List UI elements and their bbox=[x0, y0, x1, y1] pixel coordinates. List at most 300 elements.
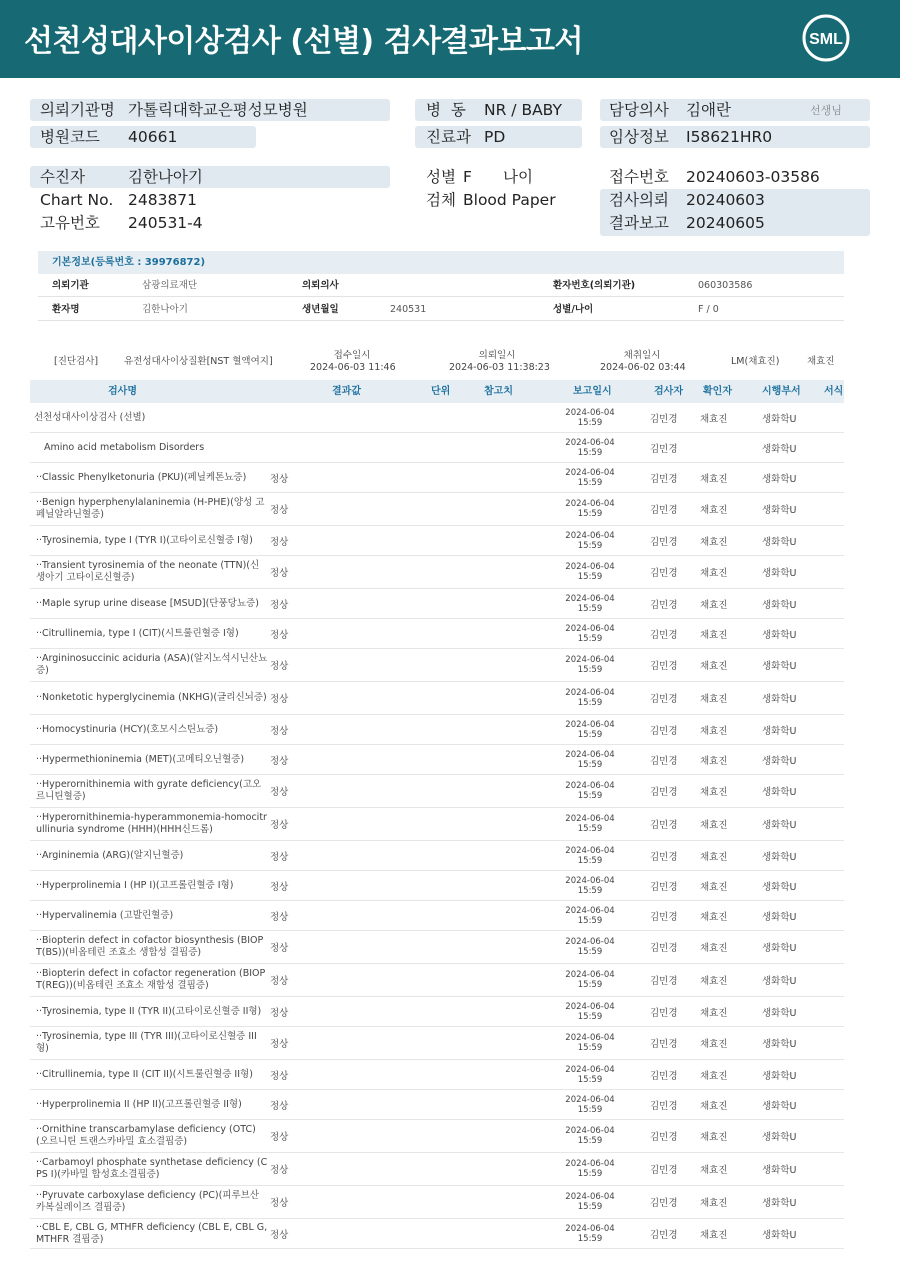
report-date: 2024-06-04 bbox=[565, 1192, 615, 1202]
tester: 김민경 bbox=[650, 1165, 678, 1176]
basic-value: F / 0 bbox=[698, 304, 719, 315]
report-datetime bbox=[563, 531, 617, 551]
checker: 채효진 bbox=[700, 943, 728, 954]
department: 생화학U bbox=[762, 1070, 797, 1082]
report-time: 15:59 bbox=[577, 1136, 603, 1146]
test-result: 정상 bbox=[270, 881, 289, 893]
test-name: 선천성대사이상검사 (선별) bbox=[34, 411, 146, 423]
table-row bbox=[30, 745, 844, 775]
checker: 채효진 bbox=[700, 1229, 728, 1241]
department: 생화학U bbox=[762, 976, 797, 987]
col-header: 보고일시 bbox=[573, 386, 612, 397]
tester: 김민경 bbox=[650, 1100, 678, 1112]
report-time: 15:59 bbox=[577, 477, 603, 488]
col-header: 결과값 bbox=[332, 386, 361, 397]
checker: 채효진 bbox=[700, 536, 728, 548]
test-name: ··Classic Phenylketonuria (PKU)(페닐케톤뇨증) bbox=[36, 471, 247, 483]
table-row bbox=[30, 808, 844, 841]
report-datetime bbox=[563, 624, 617, 644]
test-result: 정상 bbox=[270, 911, 289, 923]
test-name: Amino acid metabolism Disorders bbox=[44, 441, 205, 453]
col-header: 참고치 bbox=[484, 386, 513, 397]
tester: 김민경 bbox=[650, 629, 678, 641]
department: 생화학U bbox=[762, 443, 797, 455]
table-row bbox=[30, 1153, 844, 1186]
checker: 채효진 bbox=[700, 629, 728, 641]
checker: 채효진 bbox=[700, 413, 728, 425]
report-time: 15:59 bbox=[577, 729, 603, 740]
requested-block bbox=[449, 350, 550, 374]
checker: 채효진 bbox=[700, 1007, 728, 1019]
department: 생화학U bbox=[762, 1229, 797, 1241]
report-time: 15:59 bbox=[577, 915, 603, 926]
report-date: 2024-06-04 bbox=[565, 1223, 615, 1234]
tester: 김민경 bbox=[650, 413, 678, 425]
test-name: ··Hyperprolinemia II (HP II)(고프롤린혈증 II형) bbox=[36, 1098, 242, 1110]
tester: 김민경 bbox=[650, 1007, 678, 1019]
test-name: ··Tyrosinemia, type I (TYR I)(고타이로신혈증 I형) bbox=[36, 534, 253, 546]
report-time: 15:59 bbox=[577, 633, 603, 644]
dept-value: PD bbox=[484, 128, 506, 146]
tester: 김민경 bbox=[650, 820, 678, 831]
department: 생화학U bbox=[762, 1198, 797, 1209]
table-row bbox=[30, 964, 844, 997]
department: 생화학U bbox=[762, 1132, 797, 1143]
table-row bbox=[30, 1060, 844, 1090]
received-value: 2024-06-03 11:46 bbox=[310, 362, 396, 373]
test-result: 정상 bbox=[270, 1007, 289, 1019]
test-result: 정상 bbox=[270, 1100, 289, 1112]
unique-value: 240531-4 bbox=[128, 214, 203, 232]
basic-key: 의뢰기관 bbox=[52, 280, 89, 291]
test-name: ··Tyrosinemia, type II (TYR II)(고타이로신혈증 II형) bbox=[36, 1005, 262, 1017]
institution-value: 가톨릭대학교은평성모병원 bbox=[128, 101, 308, 119]
collected-value: 2024-06-02 03:44 bbox=[600, 362, 686, 373]
lm-value: LM(채효진) bbox=[731, 356, 780, 367]
test-name: ··Hyperornithinemia with gyrate deficiency(고오르니틴혈증) bbox=[36, 779, 262, 802]
test-name: ··Benign hyperphenylalaninemia (H-PHE)(양성 고페닐알라닌혈증) bbox=[36, 497, 265, 520]
test-result: 정상 bbox=[270, 536, 289, 548]
tester: 김민경 bbox=[650, 536, 678, 548]
received-label: 접수일시 bbox=[333, 350, 371, 361]
subject-value: 김한나아기 bbox=[128, 168, 203, 186]
tester: 김민경 bbox=[650, 851, 678, 863]
tester: 김민경 bbox=[650, 568, 678, 579]
specimen-value: Blood Paper bbox=[463, 191, 556, 209]
test-result: 정상 bbox=[270, 976, 289, 987]
test-result: 정상 bbox=[270, 1198, 289, 1209]
table-row bbox=[30, 649, 844, 682]
test-name: ··Carbamoyl phosphate synthetase deficiency (CPS I)(카바밀 합성효소결핍증) bbox=[36, 1157, 268, 1180]
report-date: 2024-06-04 bbox=[565, 1126, 615, 1136]
report-datetime bbox=[563, 970, 617, 990]
test-name: ··Hyperornithinemia-hyperammonemia-homocitrullinuria syndrome (HHH)(HHH신드롬) bbox=[36, 812, 267, 835]
department: 생화학U bbox=[762, 881, 797, 893]
col-header: 검사자 bbox=[654, 386, 683, 397]
department: 생화학U bbox=[762, 851, 797, 863]
report-title: 선천성대사이상검사 (선별) 검사결과보고서 bbox=[24, 24, 583, 59]
request-value: 20240603 bbox=[686, 191, 765, 209]
results-table-header bbox=[30, 380, 844, 403]
test-result: 정상 bbox=[270, 820, 289, 831]
report-time: 15:59 bbox=[577, 1233, 603, 1244]
department: 생화학U bbox=[762, 943, 797, 954]
report-time: 15:59 bbox=[577, 603, 603, 614]
checker: 채효진 bbox=[700, 755, 728, 767]
doctor-suffix: 선생님 bbox=[810, 104, 842, 117]
tester: 김민경 bbox=[650, 881, 678, 893]
checker: 채효진 bbox=[700, 473, 728, 485]
test-name: ··CBL E, CBL G, MTHFR deficiency (CBL E, CBL G, MTHFR 결핍증) bbox=[36, 1221, 268, 1245]
report-time: 15:59 bbox=[577, 447, 603, 458]
table-row bbox=[30, 1120, 844, 1153]
basic-key: 성별/나이 bbox=[553, 304, 594, 315]
basic-value: 삼광의료재단 bbox=[142, 280, 198, 291]
table-row bbox=[30, 997, 844, 1027]
report-date: 2024-06-04 bbox=[565, 845, 615, 856]
report-time: 15:59 bbox=[577, 1074, 603, 1085]
report-datetime bbox=[563, 1192, 617, 1212]
test-name: ··Biopterin defect in cofactor biosynthesis (BIOPT(BS))(비옵테린 조효소 생합성 결핍증) bbox=[36, 935, 264, 958]
report-datetime bbox=[563, 468, 617, 488]
test-result: 정상 bbox=[270, 1132, 289, 1143]
checker: 채효진 bbox=[700, 1039, 728, 1050]
basic-info-row bbox=[38, 274, 844, 297]
basic-info-title: 기본정보(등록번호 : 39976872) bbox=[38, 251, 844, 274]
report-date: 2024-06-04 bbox=[565, 437, 615, 448]
subject-label: 수진자 bbox=[40, 168, 85, 186]
report-date: 2024-06-04 bbox=[565, 562, 615, 572]
report-date: 2024-06-04 bbox=[565, 467, 615, 478]
test-result: 정상 bbox=[270, 1039, 289, 1050]
checker: 채효진 bbox=[700, 1100, 728, 1112]
report-datetime bbox=[563, 937, 617, 957]
table-row bbox=[30, 715, 844, 745]
report-datetime bbox=[563, 594, 617, 614]
checker: 채효진 bbox=[700, 976, 728, 987]
sex-label: 성별 bbox=[426, 168, 456, 186]
report-datetime bbox=[563, 562, 617, 582]
tester: 김민경 bbox=[650, 787, 678, 798]
tester: 김민경 bbox=[650, 1132, 678, 1143]
report-date: 2024-06-04 bbox=[565, 749, 615, 760]
test-result: 정상 bbox=[270, 473, 289, 485]
checker: 채효진 bbox=[700, 787, 728, 798]
checker: 채효진 bbox=[700, 1198, 728, 1209]
exam-name: 유전성대사이상질환[NST 혈액여지] bbox=[124, 356, 273, 367]
department: 생화학U bbox=[762, 694, 797, 705]
test-name: ··Hyperprolinemia I (HP I)(고프롤린혈증 I형) bbox=[36, 879, 234, 891]
department: 생화학U bbox=[762, 911, 797, 923]
basic-key: 의뢰의사 bbox=[302, 280, 339, 291]
table-row bbox=[30, 931, 844, 964]
department: 생화학U bbox=[762, 568, 797, 579]
report-date: 2024-06-04 bbox=[565, 655, 615, 665]
tester: 김민경 bbox=[650, 943, 678, 954]
unique-label: 고유번호 bbox=[40, 214, 100, 232]
checker: 채효진 bbox=[700, 568, 728, 579]
test-name: ··Citrullinemia, type I (CIT)(시트룰린혈증 I형) bbox=[36, 627, 239, 639]
receipt-label: 접수번호 bbox=[609, 168, 669, 186]
department: 생화학U bbox=[762, 599, 797, 611]
checker: 채효진 bbox=[700, 851, 728, 863]
checker: 채효진 bbox=[700, 661, 728, 672]
report-datetime bbox=[563, 408, 617, 428]
report-date: 2024-06-04 bbox=[565, 719, 615, 730]
specimen-label: 검체 bbox=[426, 191, 456, 209]
report-header bbox=[0, 0, 900, 78]
age-label: 나이 bbox=[503, 168, 533, 186]
department: 생화학U bbox=[762, 820, 797, 831]
request-label: 검사의뢰 bbox=[609, 191, 669, 209]
test-result: 정상 bbox=[270, 629, 289, 641]
report-date: 2024-06-04 bbox=[565, 970, 615, 980]
tester: 김민경 bbox=[650, 755, 678, 767]
table-row bbox=[30, 1219, 844, 1249]
report-datetime bbox=[563, 1224, 617, 1244]
checker: 채효진 bbox=[700, 505, 728, 516]
test-name: ··Nonketotic hyperglycinemia (NKHG)(글리신뇌증) bbox=[36, 692, 267, 703]
report-time: 15:59 bbox=[577, 1011, 603, 1022]
table-row bbox=[30, 871, 844, 901]
table-row bbox=[30, 841, 844, 871]
test-result: 정상 bbox=[270, 599, 289, 611]
department: 생화학U bbox=[762, 1007, 797, 1019]
person-value: 채효진 bbox=[807, 356, 835, 367]
basic-value: 240531 bbox=[390, 304, 427, 315]
report-date: 2024-06-04 bbox=[565, 530, 615, 541]
report-time: 15:59 bbox=[577, 1202, 603, 1212]
department: 생화학U bbox=[762, 505, 797, 516]
table-row bbox=[30, 589, 844, 619]
clinical-label: 임상정보 bbox=[609, 128, 669, 146]
report-date: 2024-06-04 bbox=[565, 407, 615, 418]
tester: 김민경 bbox=[650, 1039, 678, 1050]
requested-label: 의뢰일시 bbox=[478, 350, 516, 361]
code-label: 병원코드 bbox=[40, 128, 100, 146]
col-header: 확인자 bbox=[703, 386, 732, 397]
department: 생화학U bbox=[762, 629, 797, 641]
report-time: 15:59 bbox=[577, 540, 603, 551]
report-date: 2024-06-04 bbox=[565, 593, 615, 604]
report-datetime bbox=[563, 499, 617, 519]
report-datetime bbox=[563, 720, 617, 740]
receipt-value: 20240603-03586 bbox=[686, 168, 820, 186]
report-datetime bbox=[563, 1033, 617, 1053]
test-name: ··Tyrosinemia, type III (TYR III)(고타이로신혈증 III형) bbox=[36, 1031, 257, 1054]
checker: 채효진 bbox=[700, 911, 728, 923]
report-datetime bbox=[563, 1002, 617, 1022]
checker: 채효진 bbox=[700, 1132, 728, 1143]
table-row bbox=[30, 1090, 844, 1120]
checker: 채효진 bbox=[700, 694, 728, 705]
table-row bbox=[30, 1186, 844, 1219]
report-time: 15:59 bbox=[577, 417, 603, 428]
tester: 김민경 bbox=[650, 1229, 678, 1241]
table-row bbox=[30, 1027, 844, 1060]
test-name: ··Transient tyrosinemia of the neonate (TTN)(신생아기 고타이로신혈증) bbox=[36, 560, 260, 583]
test-result: 정상 bbox=[270, 725, 289, 737]
report-time: 15:59 bbox=[577, 509, 603, 519]
checker: 채효진 bbox=[700, 1070, 728, 1082]
test-result: 정상 bbox=[270, 505, 289, 516]
ward-label: 병 동 bbox=[426, 101, 466, 119]
test-result: 정상 bbox=[270, 851, 289, 863]
tester: 김민경 bbox=[650, 473, 678, 485]
report-datetime bbox=[563, 906, 617, 926]
test-name: ··Hypervalinemia (고발린혈증) bbox=[36, 909, 174, 921]
test-name: ··Hypermethioninemia (MET)(고메티오닌혈증) bbox=[36, 753, 245, 765]
report-time: 15:59 bbox=[577, 1104, 603, 1115]
report-date: 2024-06-04 bbox=[565, 1159, 615, 1169]
col-header: 서식 bbox=[824, 386, 844, 397]
table-row bbox=[30, 682, 844, 715]
report-datetime bbox=[563, 781, 617, 801]
table-row bbox=[30, 493, 844, 526]
table-row bbox=[30, 433, 844, 463]
report-datetime bbox=[563, 814, 617, 834]
report-datetime bbox=[563, 688, 617, 708]
report-date: 2024-06-04 bbox=[565, 688, 615, 698]
test-name: ··Argininosuccinic aciduria (ASA)(알지노석시닌산뇨증) bbox=[36, 653, 268, 676]
report-value: 20240605 bbox=[686, 214, 765, 232]
department: 생화학U bbox=[762, 1039, 797, 1050]
report-date: 2024-06-04 bbox=[565, 905, 615, 916]
report-time: 15:59 bbox=[577, 572, 603, 582]
report-datetime bbox=[563, 750, 617, 770]
report-label: 결과보고 bbox=[609, 214, 669, 232]
checker: 채효진 bbox=[700, 725, 728, 737]
table-row bbox=[30, 556, 844, 589]
basic-key: 환자명 bbox=[52, 304, 80, 315]
ward-value: NR / BABY bbox=[484, 101, 562, 119]
report-time: 15:59 bbox=[577, 1169, 603, 1179]
department: 생화학U bbox=[762, 536, 797, 548]
tester: 김민경 bbox=[650, 976, 678, 987]
department: 생화학U bbox=[762, 725, 797, 737]
test-name: ··Homocystinuria (HCY)(호모시스틴뇨증) bbox=[36, 723, 219, 735]
test-name: ··Biopterin defect in cofactor regeneration (BIOPT(REG))(비옵테린 조효소 재합성 결핍증) bbox=[36, 968, 266, 991]
sml-logo-text: SML bbox=[809, 31, 843, 48]
department: 생화학U bbox=[762, 473, 797, 485]
department: 생화학U bbox=[762, 413, 797, 425]
chart-label: Chart No. bbox=[40, 191, 114, 209]
report-datetime bbox=[563, 1126, 617, 1146]
report-time: 15:59 bbox=[577, 1043, 603, 1053]
department: 생화학U bbox=[762, 1165, 797, 1176]
department: 생화학U bbox=[762, 787, 797, 798]
report-date: 2024-06-04 bbox=[565, 937, 615, 947]
report-datetime bbox=[563, 846, 617, 866]
basic-value: 060303586 bbox=[698, 280, 753, 291]
doctor-label: 담당의사 bbox=[609, 101, 669, 119]
report-time: 15:59 bbox=[577, 855, 603, 866]
table-row bbox=[30, 619, 844, 649]
report-time: 15:59 bbox=[577, 759, 603, 770]
test-result: 정상 bbox=[270, 1070, 289, 1082]
sml-logo bbox=[800, 12, 852, 64]
report-time: 15:59 bbox=[577, 824, 603, 834]
chart-value: 2483871 bbox=[128, 191, 198, 209]
report-date: 2024-06-04 bbox=[565, 781, 615, 791]
report-datetime bbox=[563, 876, 617, 896]
tester: 김민경 bbox=[650, 694, 678, 705]
dept-label: 진료과 bbox=[426, 128, 471, 146]
checker: 채효진 bbox=[700, 820, 728, 831]
checker: 채효진 bbox=[700, 1165, 728, 1176]
test-name: ··Argininemia (ARG)(알지닌혈증) bbox=[36, 849, 184, 861]
tester: 김민경 bbox=[650, 443, 678, 455]
report-time: 15:59 bbox=[577, 698, 603, 708]
test-result: 정상 bbox=[270, 1229, 289, 1241]
report-datetime bbox=[563, 1095, 617, 1115]
table-row bbox=[30, 403, 844, 433]
exam-type: [진단검사] bbox=[54, 356, 99, 367]
report-date: 2024-06-04 bbox=[565, 623, 615, 634]
basic-key: 생년월일 bbox=[302, 304, 339, 315]
checker: 채효진 bbox=[700, 599, 728, 611]
table-row bbox=[30, 526, 844, 556]
basic-key: 환자번호(의뢰기관) bbox=[553, 280, 636, 291]
tester: 김민경 bbox=[650, 599, 678, 611]
institution-label: 의뢰기관명 bbox=[40, 101, 115, 119]
report-date: 2024-06-04 bbox=[565, 1094, 615, 1105]
test-result: 정상 bbox=[270, 661, 289, 672]
test-result: 정상 bbox=[270, 568, 289, 579]
tester: 김민경 bbox=[650, 1070, 678, 1082]
test-name: ··Citrullinemia, type II (CIT II)(시트룰린혈증 II형) bbox=[36, 1068, 253, 1080]
report-date: 2024-06-04 bbox=[565, 1064, 615, 1075]
report-time: 15:59 bbox=[577, 980, 603, 990]
collected-block bbox=[600, 350, 684, 374]
table-row bbox=[30, 901, 844, 931]
report-date: 2024-06-04 bbox=[565, 875, 615, 886]
test-result: 정상 bbox=[270, 694, 289, 705]
test-result: 정상 bbox=[270, 755, 289, 767]
received-block bbox=[310, 350, 394, 374]
tester: 김민경 bbox=[650, 725, 678, 737]
basic-value: 김한나아기 bbox=[142, 304, 188, 315]
tester: 김민경 bbox=[650, 1198, 678, 1209]
report-datetime bbox=[563, 1065, 617, 1085]
department: 생화학U bbox=[762, 755, 797, 767]
report-time: 15:59 bbox=[577, 791, 603, 801]
requested-value: 2024-06-03 11:38:23 bbox=[449, 362, 550, 373]
test-name: ··Pyruvate carboxylase deficiency (PC)(피루브산 카복실레이즈 결핍증) bbox=[36, 1190, 260, 1213]
col-header: 시행부서 bbox=[762, 386, 801, 397]
col-header: 단위 bbox=[431, 386, 451, 397]
test-result: 정상 bbox=[270, 1165, 289, 1176]
test-result: 정상 bbox=[270, 787, 289, 798]
report-date: 2024-06-04 bbox=[565, 499, 615, 509]
report-datetime bbox=[563, 1159, 617, 1179]
report-date: 2024-06-04 bbox=[565, 1001, 615, 1012]
report-time: 15:59 bbox=[577, 947, 603, 957]
test-name: ··Maple syrup urine disease [MSUD](단풍당뇨증) bbox=[36, 597, 259, 609]
department: 생화학U bbox=[762, 661, 797, 672]
code-value: 40661 bbox=[128, 128, 178, 146]
report-time: 15:59 bbox=[577, 665, 603, 675]
report-time: 15:59 bbox=[577, 885, 603, 896]
table-row bbox=[30, 775, 844, 808]
basic-info-row bbox=[38, 298, 844, 321]
sex-value: F bbox=[463, 168, 472, 186]
clinical-value: I58621HR0 bbox=[686, 128, 773, 146]
collected-label: 채취일시 bbox=[623, 350, 661, 361]
table-row bbox=[30, 463, 844, 493]
tester: 김민경 bbox=[650, 505, 678, 516]
report-date: 2024-06-04 bbox=[565, 814, 615, 824]
